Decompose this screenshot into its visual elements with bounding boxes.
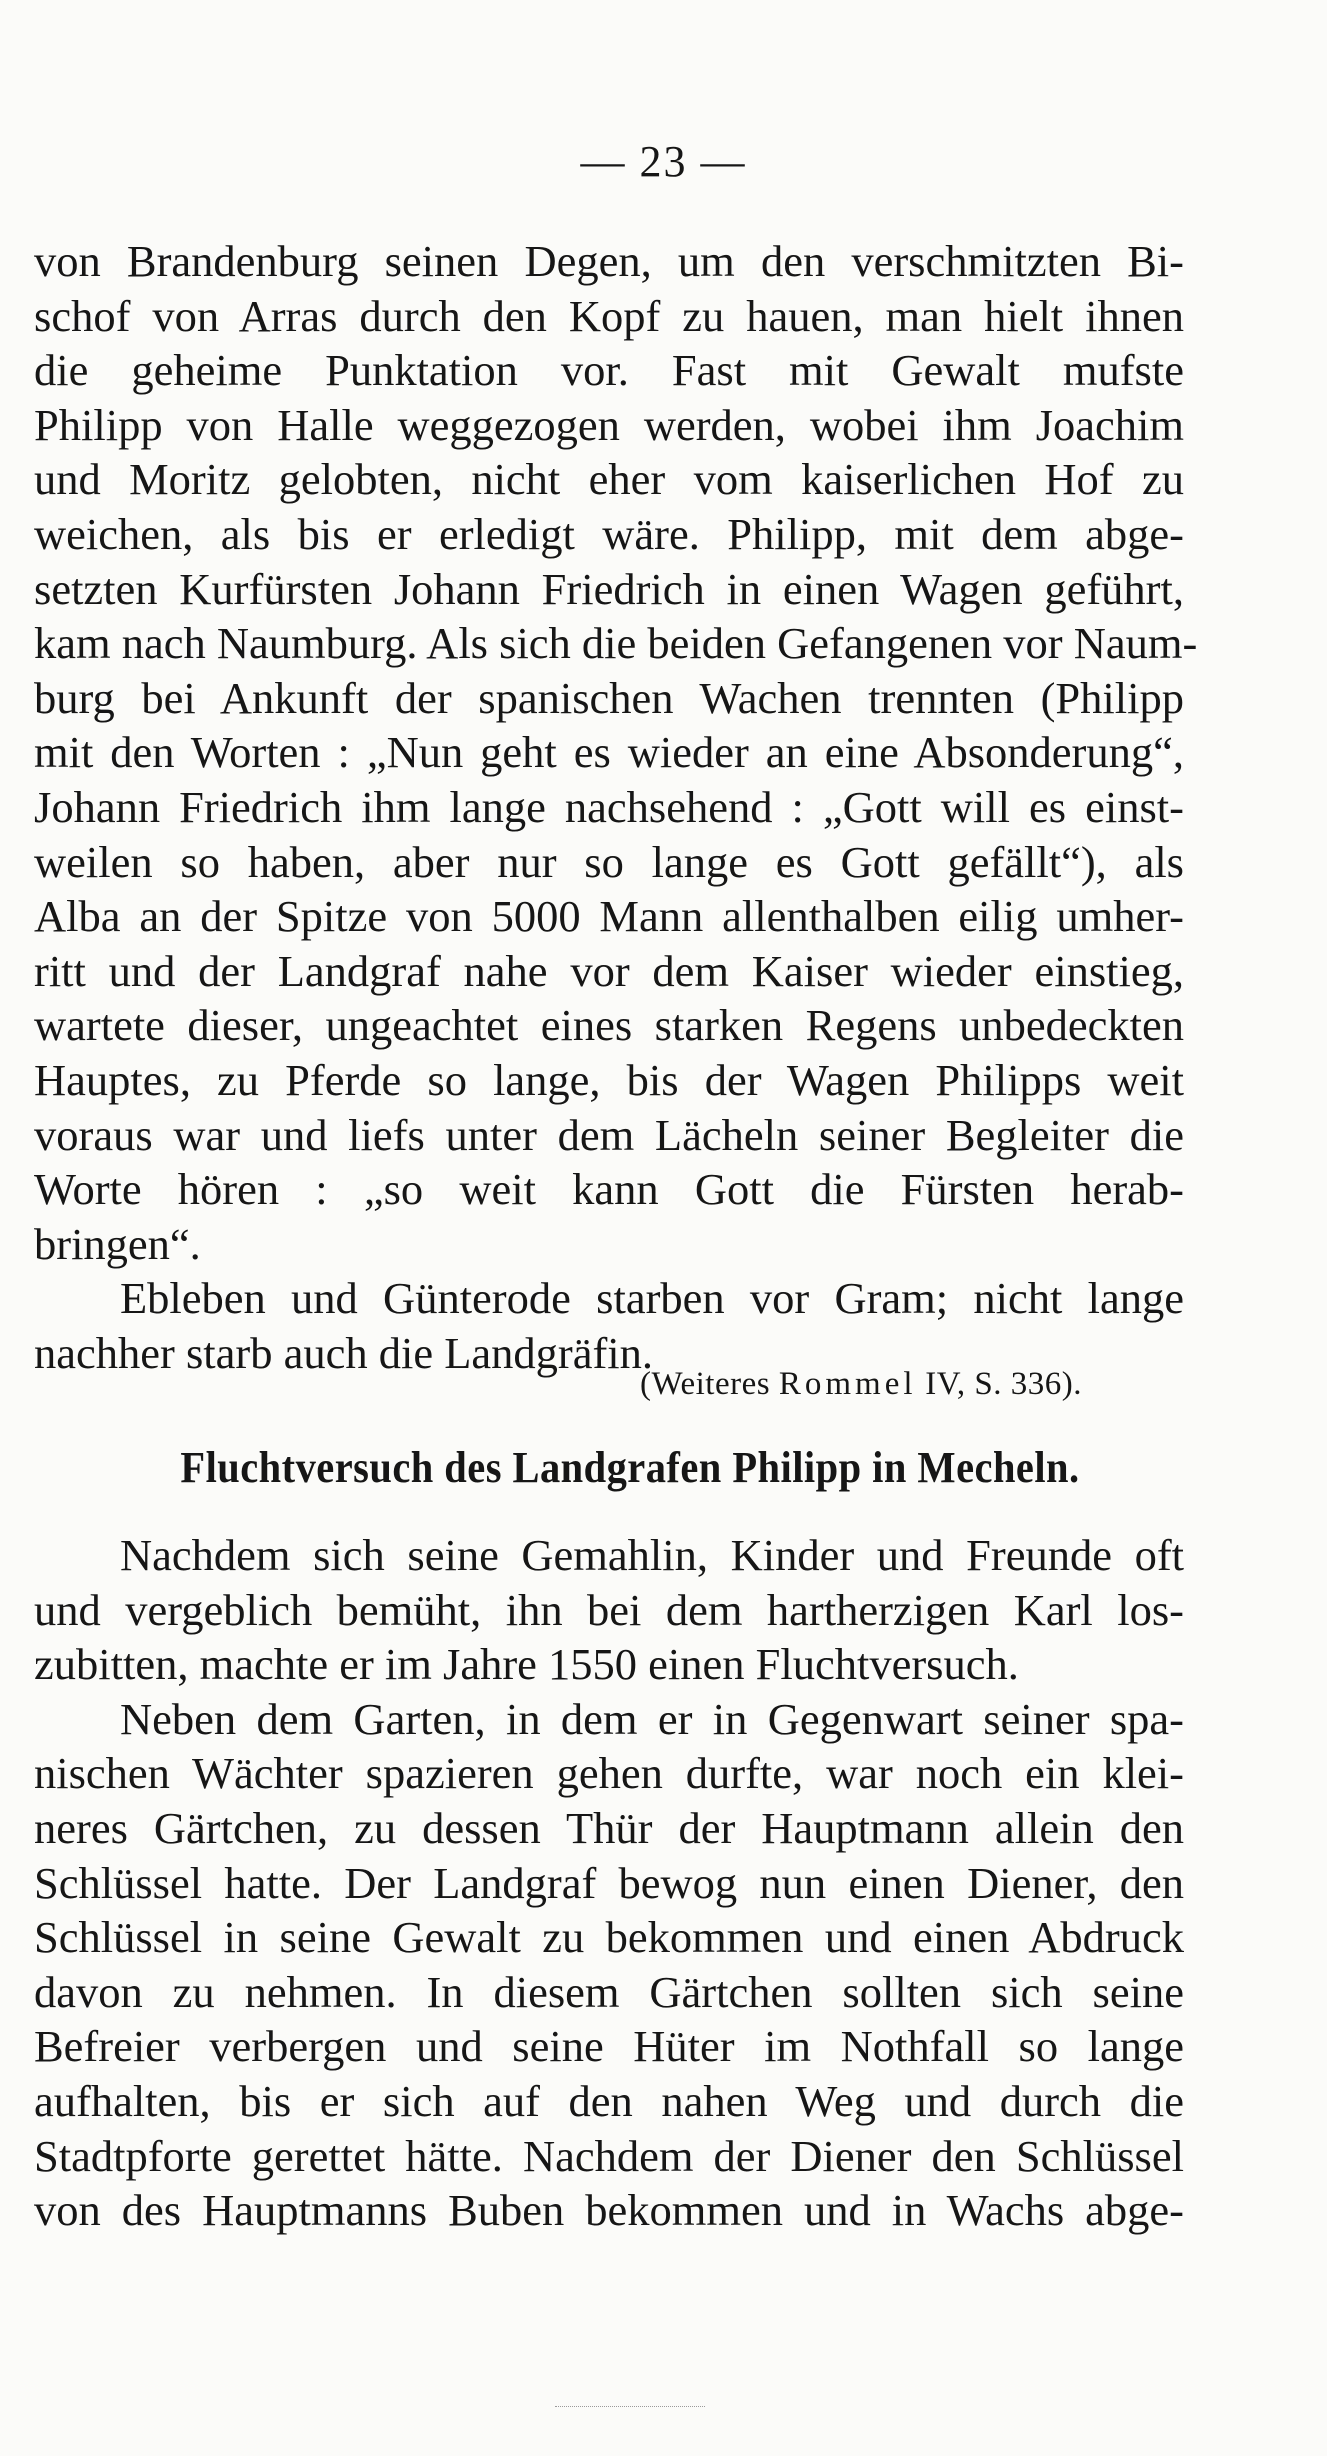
citation-suffix: IV, S. 336). — [916, 1366, 1082, 1402]
footer-divider — [555, 2406, 705, 2407]
paragraph-block-2 — [34, 1528, 1184, 2238]
text-line: Ebleben und Günterode starben vor Gram; nicht lange — [120, 1273, 1184, 1324]
text-line: aufhalten, bis er sich auf den nahen Weg und durch die — [34, 2075, 1184, 2126]
text-line: nachher starb auch die Landgräfin. — [34, 1327, 654, 1378]
text-line: kam nach Naumburg. Als sich die beiden Gefangenen vor Naum- — [34, 618, 1198, 669]
text-line: und vergeblich bemüht, ihn bei dem hartherzigen Karl los- — [34, 1584, 1184, 1635]
citation-author: Rommel — [778, 1366, 917, 1402]
text-line: schof von Arras durch den Kopf zu hauen, man hielt ihnen — [34, 290, 1184, 341]
text-line: von des Hauptmanns Buben bekommen und in Wachs abge- — [34, 2185, 1184, 2236]
text-line: weilen so haben, aber nur so lange es Gott gefällt“), als — [34, 836, 1184, 887]
text-line: setzten Kurfürsten Johann Friedrich in einen Wagen geführt, — [34, 563, 1184, 614]
text-line: von Brandenburg seinen Degen, um den verschmitzten Bi- — [34, 236, 1184, 286]
text-line: Alba an der Spitze von 5000 Mann allenthalben eilig umher- — [34, 891, 1184, 942]
text-line: nischen Wächter spazieren gehen durfte, war noch ein klei- — [34, 1748, 1184, 1799]
citation-prefix: (Weiteres — [640, 1366, 779, 1402]
text-line: zubitten, machte er im Jahre 1550 einen Fluchtversuch. — [34, 1639, 1019, 1690]
text-line: voraus war und liefs unter dem Lächeln seiner Begleiter die — [34, 1109, 1184, 1160]
text-line: wartete dieser, ungeachtet eines starken Regens unbedeckten — [34, 1000, 1184, 1051]
text-line: bringen“. — [34, 1218, 201, 1269]
text-line: die geheime Punktation vor. Fast mit Gewalt mufste — [34, 345, 1184, 396]
section-heading: Fluchtversuch des Landgrafen Philipp in Mecheln. — [180, 1443, 1080, 1492]
text-line: Stadtpforte gerettet hätte. Nachdem der Diener den Schlüssel — [34, 2130, 1184, 2181]
text-line: Befreier verbergen und seine Hüter im Nothfall so lange — [34, 2021, 1184, 2072]
text-line: Neben dem Garten, in dem er in Gegenwart seiner spa- — [120, 1693, 1184, 1744]
text-line: Johann Friedrich ihm lange nachsehend : „Gott will es einst- — [34, 781, 1184, 832]
text-line: und Moritz gelobten, nicht eher vom kaiserlichen Hof zu — [34, 454, 1184, 505]
text-line: Worte hören : „so weit kann Gott die Fürsten herab- — [34, 1164, 1184, 1215]
page-number: — 23 — — [580, 137, 747, 186]
text-line: Nachdem sich seine Gemahlin, Kinder und Freunde oft — [120, 1530, 1184, 1580]
paragraph-block-1 — [34, 234, 1198, 1380]
text-line: Schlüssel in seine Gewalt zu bekommen und einen Abdruck — [34, 1912, 1184, 1963]
text-line: davon zu nehmen. In diesem Gärtchen sollten sich seine — [34, 1966, 1184, 2017]
text-line: mit den Worten : „Nun geht es wieder an eine Absonderung“, — [34, 727, 1184, 778]
text-line: ritt und der Landgraf nahe vor dem Kaiser wieder einstieg, — [34, 945, 1184, 996]
text-line: Philipp von Halle weggezogen werden, wobei ihm Joachim — [34, 399, 1184, 450]
text-line: weichen, als bis er erledigt wäre. Philipp, mit dem abge- — [34, 508, 1184, 559]
text-line: Schlüssel hatte. Der Landgraf bewog nun einen Diener, den — [34, 1857, 1184, 1908]
text-line: neres Gärtchen, zu dessen Thür der Hauptmann allein den — [34, 1802, 1184, 1853]
text-line: Hauptes, zu Pferde so lange, bis der Wagen Philipps weit — [34, 1054, 1184, 1105]
text-line: burg bei Ankunft der spanischen Wachen trennten (Philipp — [34, 672, 1184, 723]
citation — [640, 1366, 1082, 1403]
